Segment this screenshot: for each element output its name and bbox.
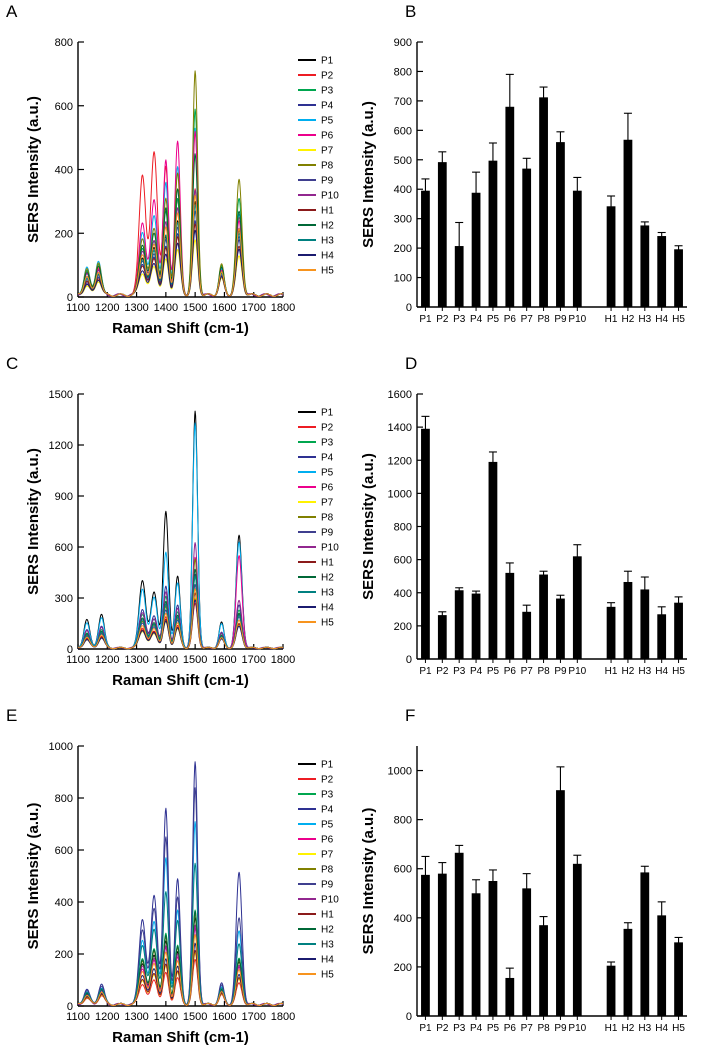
panel-b [355, 0, 705, 350]
svg-text:P5: P5 [321, 467, 334, 479]
svg-text:H5: H5 [321, 265, 334, 277]
svg-text:H2: H2 [321, 572, 334, 584]
svg-text:P5: P5 [486, 666, 500, 677]
svg-text:H4: H4 [321, 954, 334, 966]
svg-text:1300: 1300 [124, 302, 149, 314]
svg-text:1800: 1800 [270, 1011, 296, 1023]
svg-text:400: 400 [54, 164, 73, 177]
svg-text:800: 800 [54, 37, 73, 49]
svg-text:P2: P2 [436, 314, 449, 325]
svg-text:P3: P3 [321, 789, 334, 801]
svg-text:H5: H5 [672, 666, 685, 677]
svg-text:P1: P1 [419, 1023, 432, 1034]
svg-text:P9: P9 [321, 175, 334, 187]
svg-text:1500: 1500 [182, 302, 208, 314]
svg-text:P2: P2 [321, 422, 334, 434]
svg-text:P10: P10 [321, 190, 339, 202]
svg-text:0: 0 [405, 1011, 412, 1023]
panel-letter-b: B [405, 2, 417, 21]
svg-text:0: 0 [66, 644, 73, 656]
svg-text:P7: P7 [321, 145, 334, 157]
panel-letter-e: E [6, 706, 18, 725]
svg-text:1400: 1400 [153, 302, 179, 314]
panel-d [355, 352, 705, 702]
svg-text:1600: 1600 [212, 302, 237, 314]
svg-text:600: 600 [393, 863, 412, 876]
svg-text:H1: H1 [321, 557, 334, 569]
svg-text:H4: H4 [321, 602, 334, 614]
svg-text:H3: H3 [638, 666, 652, 677]
svg-text:400: 400 [393, 184, 412, 197]
svg-text:1200: 1200 [95, 654, 120, 666]
panel-letter-f: F [405, 706, 416, 725]
panel-b-chart [355, 0, 705, 350]
svg-text:1100: 1100 [66, 302, 90, 314]
svg-text:P2: P2 [436, 1023, 449, 1034]
svg-text:P7: P7 [520, 1023, 533, 1034]
svg-text:1600: 1600 [212, 1011, 237, 1023]
panel-letter-c: C [6, 354, 19, 373]
svg-text:1100: 1100 [66, 1011, 90, 1023]
svg-text:P9: P9 [554, 1023, 567, 1034]
svg-text:1000: 1000 [387, 765, 412, 778]
panel-a [0, 0, 360, 350]
svg-text:1700: 1700 [241, 302, 266, 314]
svg-text:P1: P1 [419, 314, 432, 325]
svg-text:Raman Shift (cm-1): Raman Shift (cm-1) [112, 1029, 249, 1046]
svg-text:600: 600 [54, 100, 73, 113]
svg-text:H4: H4 [655, 666, 669, 677]
svg-text:P4: P4 [469, 314, 483, 325]
svg-text:1700: 1700 [241, 654, 266, 666]
svg-text:H3: H3 [638, 1023, 652, 1034]
svg-text:200: 200 [54, 949, 73, 961]
svg-text:SERS Intensity (a.u.): SERS Intensity (a.u.) [360, 453, 377, 600]
panel-d-chart [355, 352, 705, 702]
panel-e-chart [0, 704, 360, 1060]
svg-text:P3: P3 [453, 666, 466, 677]
svg-text:H1: H1 [321, 205, 334, 217]
panel-f [355, 704, 705, 1060]
svg-text:0: 0 [405, 302, 412, 314]
svg-text:P8: P8 [321, 864, 334, 876]
svg-text:300: 300 [54, 593, 73, 605]
svg-text:1000: 1000 [48, 741, 73, 753]
svg-text:SERS Intensity (a.u.): SERS Intensity (a.u.) [360, 101, 377, 248]
svg-text:900: 900 [393, 37, 412, 49]
svg-text:P4: P4 [469, 1023, 483, 1034]
svg-text:0: 0 [66, 292, 73, 304]
svg-text:SERS Intensity (a.u.): SERS Intensity (a.u.) [25, 448, 42, 595]
svg-text:H3: H3 [321, 235, 334, 247]
svg-text:P1: P1 [321, 55, 334, 67]
svg-text:P8: P8 [321, 512, 334, 524]
panel-letter-d: D [405, 354, 418, 373]
panel-f-chart [355, 704, 705, 1060]
svg-text:P10: P10 [568, 1023, 587, 1034]
svg-text:Raman Shift (cm-1): Raman Shift (cm-1) [112, 320, 249, 337]
svg-text:P9: P9 [321, 527, 334, 539]
svg-text:P10: P10 [321, 894, 339, 906]
svg-text:H1: H1 [604, 314, 618, 325]
svg-text:P7: P7 [321, 849, 334, 861]
svg-text:P9: P9 [554, 666, 567, 677]
svg-text:P9: P9 [554, 314, 567, 325]
svg-text:500: 500 [393, 154, 412, 167]
svg-text:1200: 1200 [95, 302, 120, 314]
svg-text:800: 800 [54, 793, 73, 805]
svg-text:200: 200 [54, 228, 73, 241]
svg-text:H4: H4 [655, 1023, 669, 1034]
svg-text:H2: H2 [321, 924, 334, 936]
svg-text:P10: P10 [568, 314, 587, 325]
svg-text:P2: P2 [321, 70, 334, 82]
svg-text:P1: P1 [321, 759, 334, 771]
svg-text:300: 300 [393, 213, 412, 226]
svg-text:1800: 1800 [270, 302, 296, 314]
svg-text:200: 200 [393, 620, 412, 633]
svg-text:P7: P7 [520, 666, 533, 677]
svg-text:600: 600 [54, 845, 73, 857]
svg-text:P2: P2 [321, 774, 334, 786]
svg-text:P5: P5 [486, 314, 500, 325]
svg-text:P4: P4 [321, 804, 334, 816]
svg-text:600: 600 [393, 554, 412, 567]
svg-text:200: 200 [393, 243, 412, 256]
svg-text:1100: 1100 [66, 654, 90, 666]
svg-text:900: 900 [54, 491, 73, 503]
svg-text:400: 400 [393, 912, 412, 925]
svg-text:1700: 1700 [241, 1011, 266, 1023]
svg-text:P6: P6 [503, 314, 516, 325]
svg-text:0: 0 [66, 1001, 73, 1013]
svg-text:1600: 1600 [212, 654, 237, 666]
svg-text:H4: H4 [655, 314, 669, 325]
svg-text:P3: P3 [321, 85, 334, 97]
svg-text:Raman Shift (cm-1): Raman Shift (cm-1) [112, 672, 249, 689]
svg-text:200: 200 [393, 961, 412, 974]
svg-text:1500: 1500 [182, 654, 208, 666]
svg-text:1300: 1300 [124, 1011, 149, 1023]
panel-letter-a: A [6, 2, 18, 21]
svg-text:H1: H1 [604, 1023, 618, 1034]
svg-text:P6: P6 [503, 1023, 516, 1034]
svg-text:P5: P5 [321, 115, 334, 127]
svg-text:400: 400 [54, 897, 73, 909]
svg-text:H3: H3 [638, 314, 652, 325]
svg-text:H1: H1 [321, 909, 334, 921]
svg-text:1000: 1000 [387, 488, 412, 501]
svg-text:1200: 1200 [95, 1011, 120, 1023]
svg-text:P2: P2 [436, 666, 449, 677]
svg-text:600: 600 [393, 125, 412, 138]
svg-text:P5: P5 [321, 819, 334, 831]
svg-text:P8: P8 [321, 160, 334, 172]
svg-text:H2: H2 [621, 1023, 635, 1034]
svg-text:H3: H3 [321, 587, 334, 599]
svg-text:P1: P1 [321, 407, 334, 419]
svg-text:H1: H1 [604, 666, 618, 677]
svg-text:H5: H5 [321, 969, 334, 981]
svg-text:H4: H4 [321, 250, 334, 262]
svg-text:1800: 1800 [270, 654, 296, 666]
panel-e [0, 704, 360, 1060]
svg-text:800: 800 [393, 66, 412, 79]
svg-text:H5: H5 [672, 314, 685, 325]
svg-text:P4: P4 [321, 452, 334, 464]
svg-text:1600: 1600 [387, 389, 412, 401]
svg-text:1400: 1400 [153, 654, 179, 666]
svg-text:P9: P9 [321, 879, 334, 891]
svg-text:H2: H2 [321, 220, 334, 232]
panel-c-chart [0, 352, 360, 702]
svg-text:800: 800 [393, 521, 412, 534]
svg-text:P6: P6 [321, 834, 334, 846]
svg-text:P6: P6 [503, 666, 516, 677]
svg-text:H2: H2 [621, 314, 635, 325]
svg-text:SERS Intensity (a.u.): SERS Intensity (a.u.) [25, 96, 42, 243]
svg-text:1200: 1200 [387, 455, 412, 468]
svg-text:P6: P6 [321, 130, 334, 142]
svg-text:SERS Intensity (a.u.): SERS Intensity (a.u.) [25, 802, 42, 950]
svg-text:P3: P3 [453, 1023, 466, 1034]
svg-text:P7: P7 [321, 497, 334, 509]
svg-text:P5: P5 [486, 1023, 500, 1034]
svg-text:0: 0 [405, 654, 412, 666]
svg-text:1400: 1400 [153, 1011, 179, 1023]
panel-c [0, 352, 360, 702]
svg-text:1300: 1300 [124, 654, 149, 666]
svg-text:1500: 1500 [182, 1011, 208, 1023]
svg-text:600: 600 [54, 542, 73, 554]
svg-text:1400: 1400 [387, 422, 412, 435]
svg-text:H2: H2 [621, 666, 635, 677]
svg-text:P10: P10 [568, 666, 587, 677]
svg-text:H3: H3 [321, 939, 334, 951]
svg-text:700: 700 [393, 95, 412, 108]
svg-text:400: 400 [393, 587, 412, 600]
svg-text:P8: P8 [537, 314, 550, 325]
svg-text:P8: P8 [537, 1023, 550, 1034]
svg-text:P7: P7 [520, 314, 533, 325]
svg-text:P3: P3 [321, 437, 334, 449]
svg-text:1500: 1500 [48, 389, 73, 401]
svg-text:800: 800 [393, 814, 412, 827]
svg-text:H5: H5 [672, 1023, 685, 1034]
svg-text:H5: H5 [321, 617, 334, 629]
svg-text:P4: P4 [469, 666, 483, 677]
svg-text:SERS Intensity (a.u.): SERS Intensity (a.u.) [360, 807, 377, 955]
svg-text:P4: P4 [321, 100, 334, 112]
svg-text:P1: P1 [419, 666, 432, 677]
svg-text:P3: P3 [453, 314, 466, 325]
svg-text:P8: P8 [537, 666, 550, 677]
svg-text:1200: 1200 [48, 440, 73, 452]
svg-text:P10: P10 [321, 542, 339, 554]
svg-text:P6: P6 [321, 482, 334, 494]
svg-text:100: 100 [393, 272, 412, 285]
panel-a-chart [0, 0, 360, 350]
